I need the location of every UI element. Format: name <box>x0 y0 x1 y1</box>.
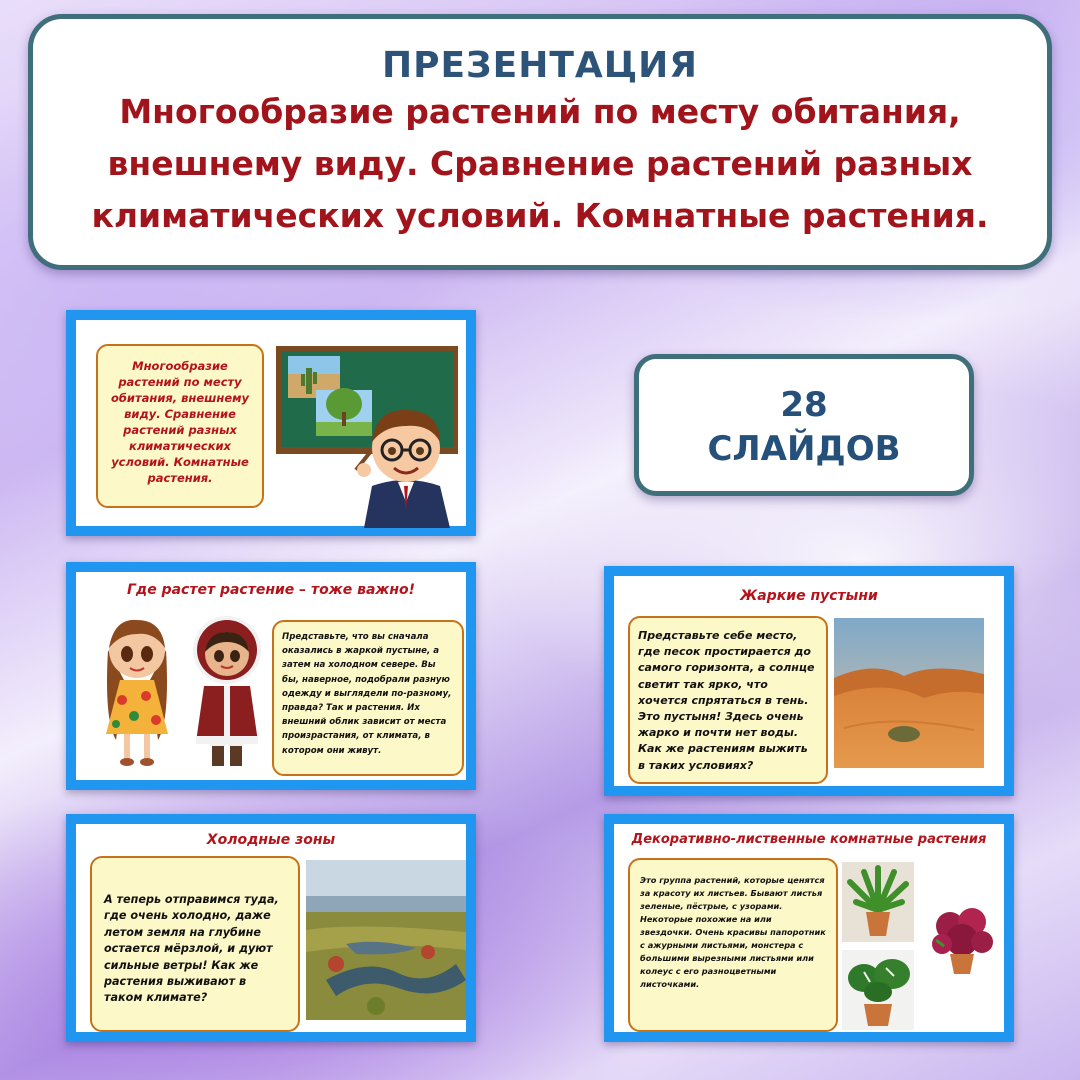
slide-4-text: А теперь отправимся туда, где очень холодно, даже летом земля на глубине остается мёрзлой, и дуют сильные ветры! Как же растения выживают в таком климате? <box>104 893 279 1005</box>
slide-preview-5 <box>604 814 1014 1042</box>
slide-count-number: 28 <box>780 385 828 425</box>
slide-3-title: Жаркие пустыни <box>740 588 878 604</box>
slide-4-title: Холодные зоны <box>206 832 336 848</box>
header-banner <box>28 14 1052 270</box>
slide-preview-2 <box>66 562 476 790</box>
coleus-in-pot-photo <box>924 900 1000 980</box>
slide-1-text: Многообразие растений по месту обитания, внешнему виду. Сравнение растений разных климатических условий. Комнатные растения. <box>110 359 250 485</box>
tundra-photo <box>306 860 466 1020</box>
slide-2-textbox <box>272 620 464 776</box>
slide-count-badge <box>634 354 974 496</box>
slide-preview-3 <box>604 566 1014 796</box>
slide-5-textbox <box>628 858 838 1032</box>
slide-4-textbox <box>90 856 300 1032</box>
slide-3-text: Представьте себе место, где песок простирается до самого горизонта, а солнце светит так ярко, что хочется спрятаться в тень. Это пустыня! Здесь очень жарко и почти нет воды. Как же растениям выжить в таких условиях? <box>638 629 815 772</box>
desert-photo <box>834 618 984 768</box>
slide-3-textbox <box>628 616 828 784</box>
slide-1-textbox <box>96 344 264 508</box>
girl-in-fur-coat-illustration <box>186 608 268 770</box>
slide-5-text: Это группа растений, которые ценятся за красоту их листьев. Бывают листья зеленые, пёстрые, с узорами. Некоторые похожие на или звездочки. Очень красивы папоротник с ажурными листьями, монстера с большими вырезными листьями или колеус с его разноцветными листочками. <box>640 875 826 989</box>
teacher-character-illustration <box>346 390 466 528</box>
slide-preview-1 <box>66 310 476 536</box>
slide-preview-4 <box>66 814 476 1042</box>
slide-2-text: Представьте, что вы сначала оказались в жаркой пустыне, а затем на холодном севере. Вы бы, наверное, подобрали разную одежду и выглядели по-разному, правда? Так и растения. Их внешний облик зависит от места произрастания, от климата, в котором они живут. <box>282 632 452 756</box>
header-title: Многообразие растений по месту обитания, внешнему виду. Сравнение растений разных климатических условий. Комнатные растения. <box>91 92 989 235</box>
fern-in-pot-photo <box>842 862 914 942</box>
slide-5-title: Декоративно-лиственные комнатные растения <box>631 832 987 847</box>
slide-count-label: СЛАЙДОВ <box>707 429 901 469</box>
slide-2-title: Где растет растение – тоже важно! <box>126 582 415 598</box>
girl-in-dress-illustration <box>94 610 180 768</box>
monstera-in-pot-photo <box>842 950 914 1030</box>
header-kicker: ПРЕЗЕНТАЦИЯ <box>381 45 699 86</box>
